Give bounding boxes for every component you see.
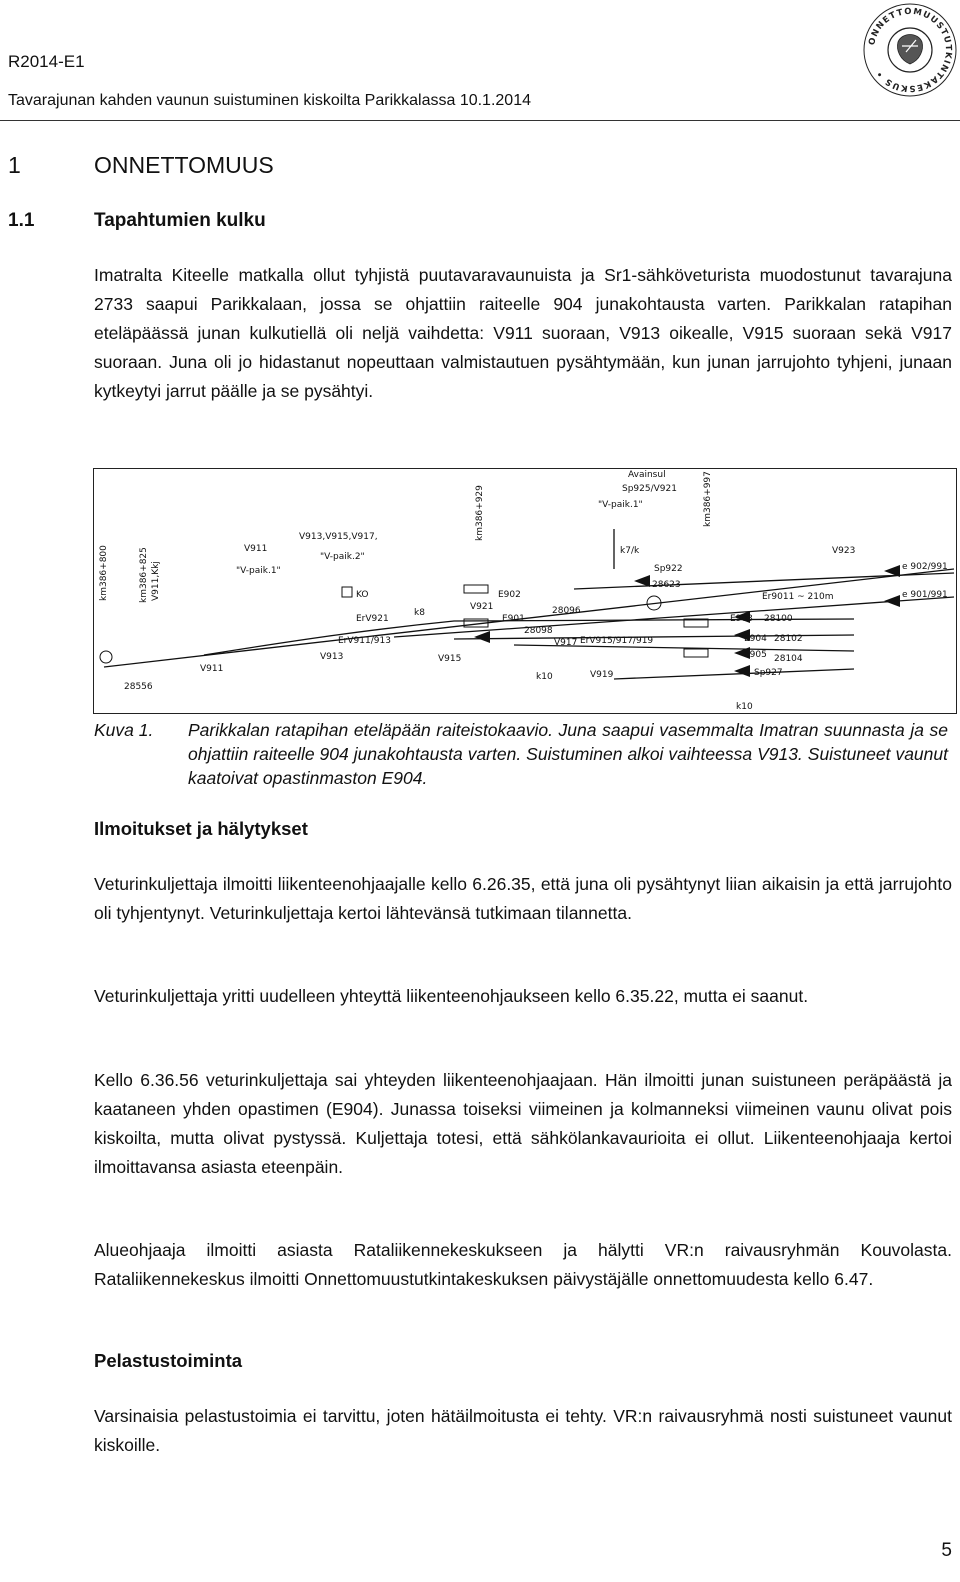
label-28100: 28100 xyxy=(764,614,793,624)
label-28104: 28104 xyxy=(774,654,803,664)
label-28096: 28096 xyxy=(552,606,581,616)
label-v-paik-1: "V-paik.1" xyxy=(236,566,281,576)
label-v921: V921 xyxy=(470,602,494,612)
svg-text:ONNETTOMUUSTUTKINTAKESKUS •: ONNETTOMUUSTUTKINTAKESKUS • xyxy=(867,6,954,94)
section-title: ONNETTOMUUS xyxy=(94,152,274,178)
label-28102: 28102 xyxy=(774,634,803,644)
label-v919: V919 xyxy=(590,670,614,680)
alerts-heading: Ilmoitukset ja hälytykset xyxy=(94,818,308,839)
alerts-paragraph-2: Veturinkuljettaja yritti uudelleen yhteyttä liikenteenohjaukseen kello 6.35.22, mutta ei saanut. xyxy=(94,986,809,1006)
subsection-heading xyxy=(8,210,266,232)
label-v-paik-1b: "V-paik.1" xyxy=(598,500,643,510)
label-erv911-913: ErV911/913 xyxy=(338,636,391,646)
label-km386-825: km386+825 xyxy=(139,547,149,603)
label-902-991: e 902/991 xyxy=(902,562,948,572)
label-v911-track: V911 xyxy=(200,664,224,674)
label-sp925-v921: Sp925/V921 xyxy=(622,484,677,494)
label-erv915-917-919: ErV915/917/919 xyxy=(580,636,654,646)
label-k10: k10 xyxy=(536,672,553,682)
section-number: 1 xyxy=(8,152,21,178)
header-rule xyxy=(0,120,960,121)
alerts-paragraph-1: Veturinkuljettaja ilmoitti liikenteenohjaajalle kello 6.26.35, että juna oli pysähtynyt liian aikaisin ja että jarrujohto oli tyhjentynyt. Veturinkuljettaja kertoi lähtevänsä tutkimaan tilannetta. xyxy=(94,874,952,923)
label-v913: V913 xyxy=(320,652,344,662)
label-er9011: Er9011 ~ 210m xyxy=(762,592,834,602)
alerts-paragraph-4: Alueohjaaja ilmoitti asiasta Rataliikennekeskukseen ja hälytti VR:n raivausryhmän Kouvolasta. Rataliikennekeskus ilmoitti Onnettomuustutkintakeskuksen päivystäjälle onnettomuudesta kello 6.47. xyxy=(94,1240,952,1289)
section-heading xyxy=(8,152,274,179)
label-v923: V923 xyxy=(832,546,856,556)
label-v915: V915 xyxy=(438,654,462,664)
label-k8: k8 xyxy=(414,608,425,618)
label-km386-929: km386+929 xyxy=(475,485,485,541)
label-erv921: ErV921 xyxy=(356,614,389,624)
page-number: 5 xyxy=(941,1540,952,1561)
label-e905: E905 xyxy=(744,650,767,660)
label-e902: E902 xyxy=(498,590,521,600)
label-v913-group: V913,V915,V917, xyxy=(299,532,378,542)
label-avainsul: Avainsul xyxy=(628,470,666,480)
label-v917: V917 xyxy=(554,638,578,648)
report-code: R2014-E1 xyxy=(8,52,85,71)
label-km386-997: km386+997 xyxy=(703,471,713,527)
intro-paragraph: Imatralta Kiteelle matkalla ollut tyhjistä puutavaravaunuista ja Sr1-sähköveturista muodostunut tavarajuna 2733 saapui Parikkalaan, jossa se ohjattiin raiteelle 904 junakohtausta varten. Parikkalan ratapihan eteläpäässä junan kulkutiellä oli neljä vaihdetta: V911 suoraan, V913 oikealle, V915 suoraan sekä V917 suoraan. Juna oli jo hidastanut nopeuttaan valmistautuen pysähtymään, kun junan jarrujohto tyhjeni, junaan kytkeytyi jarrut päälle ja se pysähtyi. xyxy=(94,265,952,401)
rescue-paragraph: Varsinaisia pelastustoimia ei tarvittu, joten hätäilmoitusta ei tehty. VR:n raivausryhmä nosti suistuneet vaunut kiskoille. xyxy=(94,1406,952,1455)
label-e901: E901 xyxy=(502,614,525,624)
label-e904: E904 xyxy=(744,634,767,644)
alerts-paragraph-3: Kello 6.36.56 veturinkuljettaja sai yhteyden liikenteenohjaajaan. Hän ilmoitti junan suistuneen peräpäästä ja kaataneen yhden opastimen (E904). Junassa toiseksi viimeinen ja kolmanneksi viimeinen vaunu olivat pois kiskoilta, mutta olivat pystyssä. Kuljettaja totesi, että sähkölankavaurioita ei ollut. Liikenteenohjaaja kertoi ilmoittavansa asiasta eteenpäin. xyxy=(94,1070,952,1177)
caption-text: Parikkalan ratapihan eteläpään raiteistokaavio. Juna saapui vasemmalta Imatran suunnasta ja se ohjattiin raiteelle 904 junakohtausta varten. Suistuminen alkoi vaihteessa V913. Suistuneet vaunut kaatoivat opastinmaston E904. xyxy=(188,720,948,788)
label-28098: 28098 xyxy=(524,626,553,636)
subsection-title: Tapahtumien kulku xyxy=(94,210,266,231)
otkes-seal-logo xyxy=(862,2,958,98)
label-e903: E903 xyxy=(730,614,753,624)
label-28556: 28556 xyxy=(124,682,153,692)
label-28623: 28623 xyxy=(652,580,681,590)
caption-label: Kuva 1. xyxy=(94,720,154,740)
label-v911-kkj: V911,Kkj xyxy=(151,561,161,601)
track-lines xyxy=(104,529,954,679)
subsection-number: 1.1 xyxy=(8,210,35,231)
report-title: Tavarajunan kahden vaunun suistuminen kiskoilta Parikkalassa 10.1.2014 xyxy=(8,92,531,109)
label-v911: V911 xyxy=(244,544,268,554)
track-diagram xyxy=(94,469,956,713)
label-km386-800: km386+800 xyxy=(99,545,109,601)
label-901-991: e 901/991 xyxy=(902,590,948,600)
label-k7: k7/k xyxy=(620,546,640,556)
track-layout-figure xyxy=(93,468,957,714)
label-ko: KO xyxy=(356,590,369,600)
rescue-heading: Pelastustoiminta xyxy=(94,1350,243,1371)
label-v-paik-2: "V-paik.2" xyxy=(320,552,365,562)
label-sp927: Sp927 xyxy=(754,668,783,678)
label-k10b: k10 xyxy=(736,702,753,712)
label-sp922: Sp922 xyxy=(654,564,683,574)
